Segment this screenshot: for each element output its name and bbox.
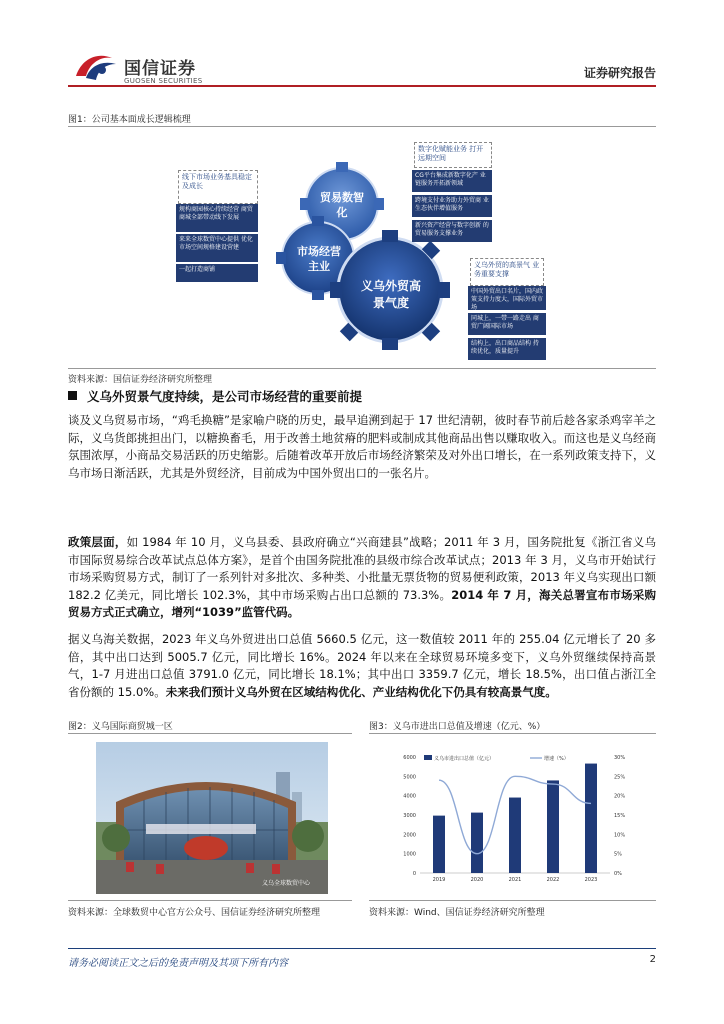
figure3-source: 资料来源：Wind、国信证券经济研究所整理 xyxy=(369,908,545,918)
logo xyxy=(72,50,120,82)
policy-bold-tail: 2014 年 7 月，海关总署宣布市场采购贸易方式正式确立，增列“1039”监管代码。 xyxy=(68,587,656,619)
logo-text-cn: 国信证券 xyxy=(124,59,196,79)
y-right-tick-label: 30% xyxy=(614,755,626,761)
gear-label-trade-digital: 贸易数智化 xyxy=(320,191,364,219)
data-bold-tail: 未来我们预计义乌外贸在区域结构优化、产业结构优化下仍具有较高景气度。 xyxy=(165,684,557,699)
bar-2020 xyxy=(471,813,483,873)
bar-2019 xyxy=(433,816,445,873)
y-right-tick-label: 5% xyxy=(614,851,622,858)
figure2-top-rule xyxy=(68,733,352,734)
figure3-caption: 图3：义乌市进出口总值及增速（亿元、%） xyxy=(369,722,546,732)
right-top-item-2: 跨境支付业务助力外贸商 业生态伙伴增值服务 xyxy=(412,195,492,217)
photo-watermark: 义乌全球数贸中心 xyxy=(262,880,311,887)
figure1-source: 资料来源：国信证券经济研究所整理 xyxy=(68,375,213,385)
footer-divider xyxy=(68,948,656,949)
bar-2023 xyxy=(585,764,597,873)
logo-text-en: GUOSEN SECURITIES xyxy=(124,77,203,85)
y-right-tick-label: 10% xyxy=(614,832,626,839)
figure3-top-rule xyxy=(369,733,656,734)
y-left-tick-label: 2000 xyxy=(403,832,416,839)
bullet-square-icon xyxy=(68,391,77,400)
left-item-1: 规构商园核心持续经营 商贸商城全部带动线下发展 xyxy=(176,204,258,232)
gear-label-yiwu-trade: 义乌外贸高景气度 xyxy=(360,279,421,310)
report-type: 证券研究报告 xyxy=(583,66,656,80)
y-left-tick-label: 4000 xyxy=(403,793,416,800)
figure3-bottom-rule xyxy=(369,900,656,901)
figure1-caption: 图1：公司基本面成长逻辑梳理 xyxy=(68,115,191,125)
bar-2021 xyxy=(509,798,521,873)
x-tick-label: 2021 xyxy=(508,877,522,883)
legend-bar-swatch xyxy=(424,755,432,760)
figure1-diagram xyxy=(170,140,550,362)
figure1-bottom-rule xyxy=(68,368,656,369)
y-right-tick-label: 15% xyxy=(614,813,626,819)
x-tick-label: 2022 xyxy=(546,877,560,883)
y-right-tick-label: 0% xyxy=(614,871,622,877)
figure2-caption: 图2：义乌国际商贸城一区 xyxy=(68,722,173,732)
figure2-bottom-rule xyxy=(68,900,352,901)
data-text: 据义乌海关数据，2023 年义乌外贸进出口总值 5660.5 亿元，这一数值较 2011 年的 255.04 亿元增长了 20 多倍，其中出口达到 5005.7 亿元，同比增长 16%。2024 年以来在全球贸易环境多变下，义乌外贸继续保持高景气，1-7 月进出口总值 3791.0 亿元，同比增长 18.1%；其中出口 3359.7 亿元，增长 18.5%，出口值占浙江全省份额的 15.0%。 xyxy=(68,632,656,699)
y-left-tick-label: 3000 xyxy=(403,813,416,819)
right-top-item-3: 新兴资产经营与数字创新 的贸易服务支撑业务 xyxy=(412,220,492,242)
header-divider xyxy=(68,85,656,87)
paragraph-data xyxy=(68,631,656,701)
right-bottom-item-2: 同城上，一带一路走出 商贸广阔国际市场 xyxy=(468,313,546,335)
paragraph-history: 谈及义乌贸易市场，“鸡毛换糖”是家喻户晓的历史，最早追溯到起于 17 世纪清朝，彼时春节前后趁各家杀鸡宰羊之际，义乌货郎挑担出门，以糖换畜毛，用于改善土地贫瘠的肥料或制成其他商品出售以赚取收入。而这也是义乌经商氛围浓厚，小商品交易活跃的历史缩影。后随着改革开放后市场经济繁荣及对外出口增长，在一系列政策支持下，义乌市场日渐活跃，尤其是外贸经济，目前成为中国外贸出口的一张名片。 xyxy=(68,413,656,480)
figure2-source: 资料来源：全球数贸中心官方公众号、国信证券经济研究所整理 xyxy=(68,908,321,918)
bar-2022 xyxy=(547,780,559,873)
figure1-top-rule xyxy=(68,126,656,127)
footer-disclaimer: 请务必阅读正文之后的免责声明及其项下所有内容 xyxy=(68,958,288,969)
y-left-tick-label: 6000 xyxy=(403,755,416,761)
right-bottom-item-3: 结构上，出口商品结构 持续优化，质量提升 xyxy=(468,338,546,360)
x-tick-label: 2020 xyxy=(470,877,484,883)
y-left-tick-label: 1000 xyxy=(403,851,416,858)
gear-label-market: 市场经营主业 xyxy=(297,245,341,273)
left-item-2: 来来全球数贸中心提供 优化市场空间规格建设营建 xyxy=(176,234,258,262)
left-item-3: 一起打造商铺 xyxy=(176,264,258,282)
page-number: 2 xyxy=(649,954,656,965)
market-photo xyxy=(96,742,328,894)
guosen-logo-icon xyxy=(72,50,120,82)
x-tick-label: 2019 xyxy=(432,877,446,883)
legend-bar-label: 义乌市进出口总值（亿元） xyxy=(434,756,495,762)
right-top-label: 数字化赋能业务 打开远期空间 xyxy=(418,145,484,162)
x-tick-label: 2023 xyxy=(584,877,598,883)
section-heading xyxy=(68,387,362,405)
policy-text: 如 1984 年 10 月，义乌县委、县政府确立“兴商建县”战略；2011 年 3 月，国务院批复《浙江省义乌市国际贸易综合改革试点总体方案》，是首个由国务院批准的县级市综合改革试点；2013 年 3 月，义乌市开始试行市场采购贸易方式，制订了一系列针对多批次、多种类、小批量无票货物的贸易便利政策，2013 年义乌实现出口额 182.2 亿美元，同比增长 102.3%，其中市场采购占出口总额的 73.3%。 xyxy=(68,535,657,602)
trade-chart xyxy=(390,745,640,890)
paragraph-policy xyxy=(68,534,656,622)
left-group-label: 线下市场业务基具稳定及成长 xyxy=(182,173,252,190)
y-left-tick-label: 5000 xyxy=(403,774,416,781)
legend-line-label: 增速（%） xyxy=(544,756,569,762)
right-bottom-item-1: 中国外贸出口名片，国内政策支持力度大，国际外贸市场 xyxy=(468,286,546,310)
y-right-tick-label: 25% xyxy=(614,774,626,781)
section-heading-text: 义乌外贸景气度持续，是公司市场经营的重要前提 xyxy=(87,389,363,404)
policy-lead: 政策层面， xyxy=(68,535,127,549)
right-bottom-label: 义乌外贸的高景气 业务重要支撑 xyxy=(474,261,540,278)
y-right-tick-label: 20% xyxy=(614,793,626,800)
right-top-item-1: CG平台集成新数字化产 业链服务开拓新领域 xyxy=(412,170,492,192)
y-left-tick-label: 0 xyxy=(412,871,416,877)
